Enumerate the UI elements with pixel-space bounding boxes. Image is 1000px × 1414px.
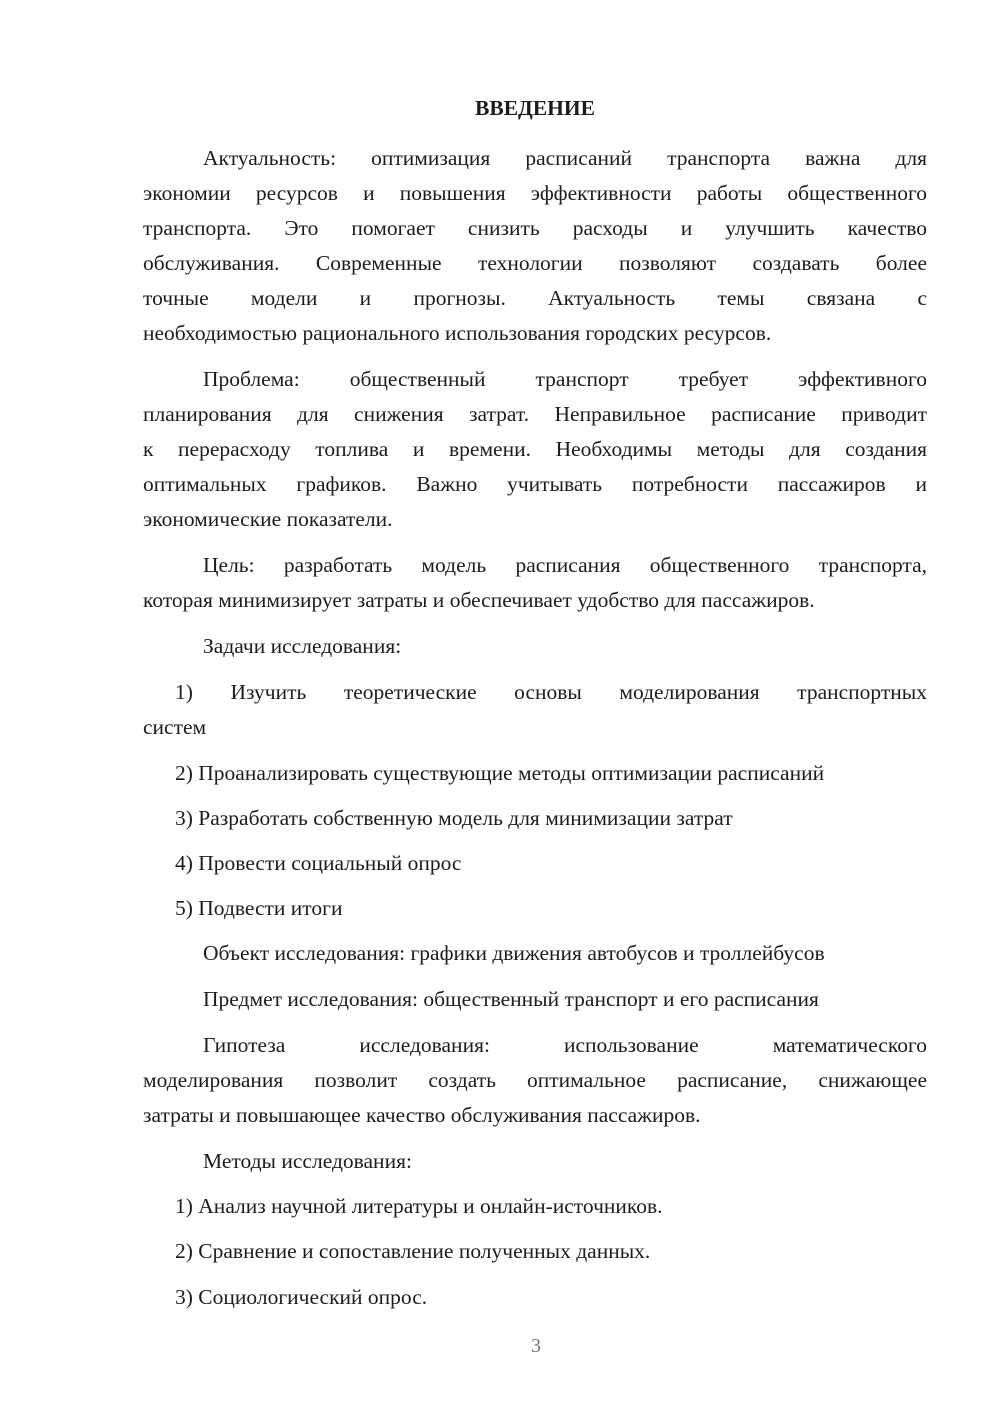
page-number: 3 bbox=[531, 1335, 541, 1357]
hypothesis-line: моделирования позволит создать оптимальное расписание, снижающее bbox=[143, 1068, 927, 1092]
problem-line: оптимальных графиков. Важно учитывать потребности пассажиров и bbox=[143, 472, 927, 496]
task-item: 5) Подвести итоги bbox=[175, 896, 343, 920]
research-object: Объект исследования: графики движения автобусов и троллейбусов bbox=[203, 941, 825, 965]
relevance-line: транспорта. Это помогает снизить расходы и улучшить качество bbox=[143, 216, 927, 240]
relevance-line: Актуальность: оптимизация расписаний транспорта важна для bbox=[203, 146, 927, 170]
page-title: ВВЕДЕНИЕ bbox=[475, 96, 595, 120]
relevance-line: точные модели и прогнозы. Актуальность темы связана с bbox=[143, 286, 927, 310]
method-item: 1) Анализ научной литературы и онлайн-источников. bbox=[175, 1194, 663, 1218]
problem-line: планирования для снижения затрат. Неправильное расписание приводит bbox=[143, 402, 927, 426]
relevance-line: экономии ресурсов и повышения эффективности работы общественного bbox=[143, 181, 927, 205]
relevance-line: обслуживания. Современные технологии позволяют создавать более bbox=[143, 251, 927, 275]
tasks-heading: Задачи исследования: bbox=[203, 634, 402, 658]
task-item: 2) Проанализировать существующие методы оптимизации расписаний bbox=[175, 761, 825, 785]
problem-line: Проблема: общественный транспорт требует эффективного bbox=[203, 367, 927, 391]
task-item: 3) Разработать собственную модель для минимизации затрат bbox=[175, 806, 733, 830]
relevance-line: необходимостью рационального использования городских ресурсов. bbox=[143, 321, 772, 345]
task-item-continuation: систем bbox=[143, 715, 207, 739]
goal-line: Цель: разработать модель расписания общественного транспорта, bbox=[203, 553, 927, 577]
methods-heading: Методы исследования: bbox=[203, 1149, 412, 1173]
method-item: 3) Социологический опрос. bbox=[175, 1285, 428, 1309]
hypothesis-line: затраты и повышающее качество обслуживания пассажиров. bbox=[143, 1103, 701, 1127]
research-subject: Предмет исследования: общественный транспорт и его расписания bbox=[203, 987, 819, 1011]
goal-line: которая минимизирует затраты и обеспечивает удобство для пассажиров. bbox=[143, 588, 815, 612]
method-item: 2) Сравнение и сопоставление полученных данных. bbox=[175, 1239, 651, 1263]
problem-line: к перерасходу топлива и времени. Необходимы методы для создания bbox=[143, 437, 927, 461]
problem-line: экономические показатели. bbox=[143, 507, 393, 531]
hypothesis-line: Гипотеза исследования: использование математического bbox=[203, 1033, 927, 1057]
task-item: 1) Изучить теоретические основы моделирования транспортных bbox=[175, 680, 927, 704]
task-item: 4) Провести социальный опрос bbox=[175, 851, 462, 875]
